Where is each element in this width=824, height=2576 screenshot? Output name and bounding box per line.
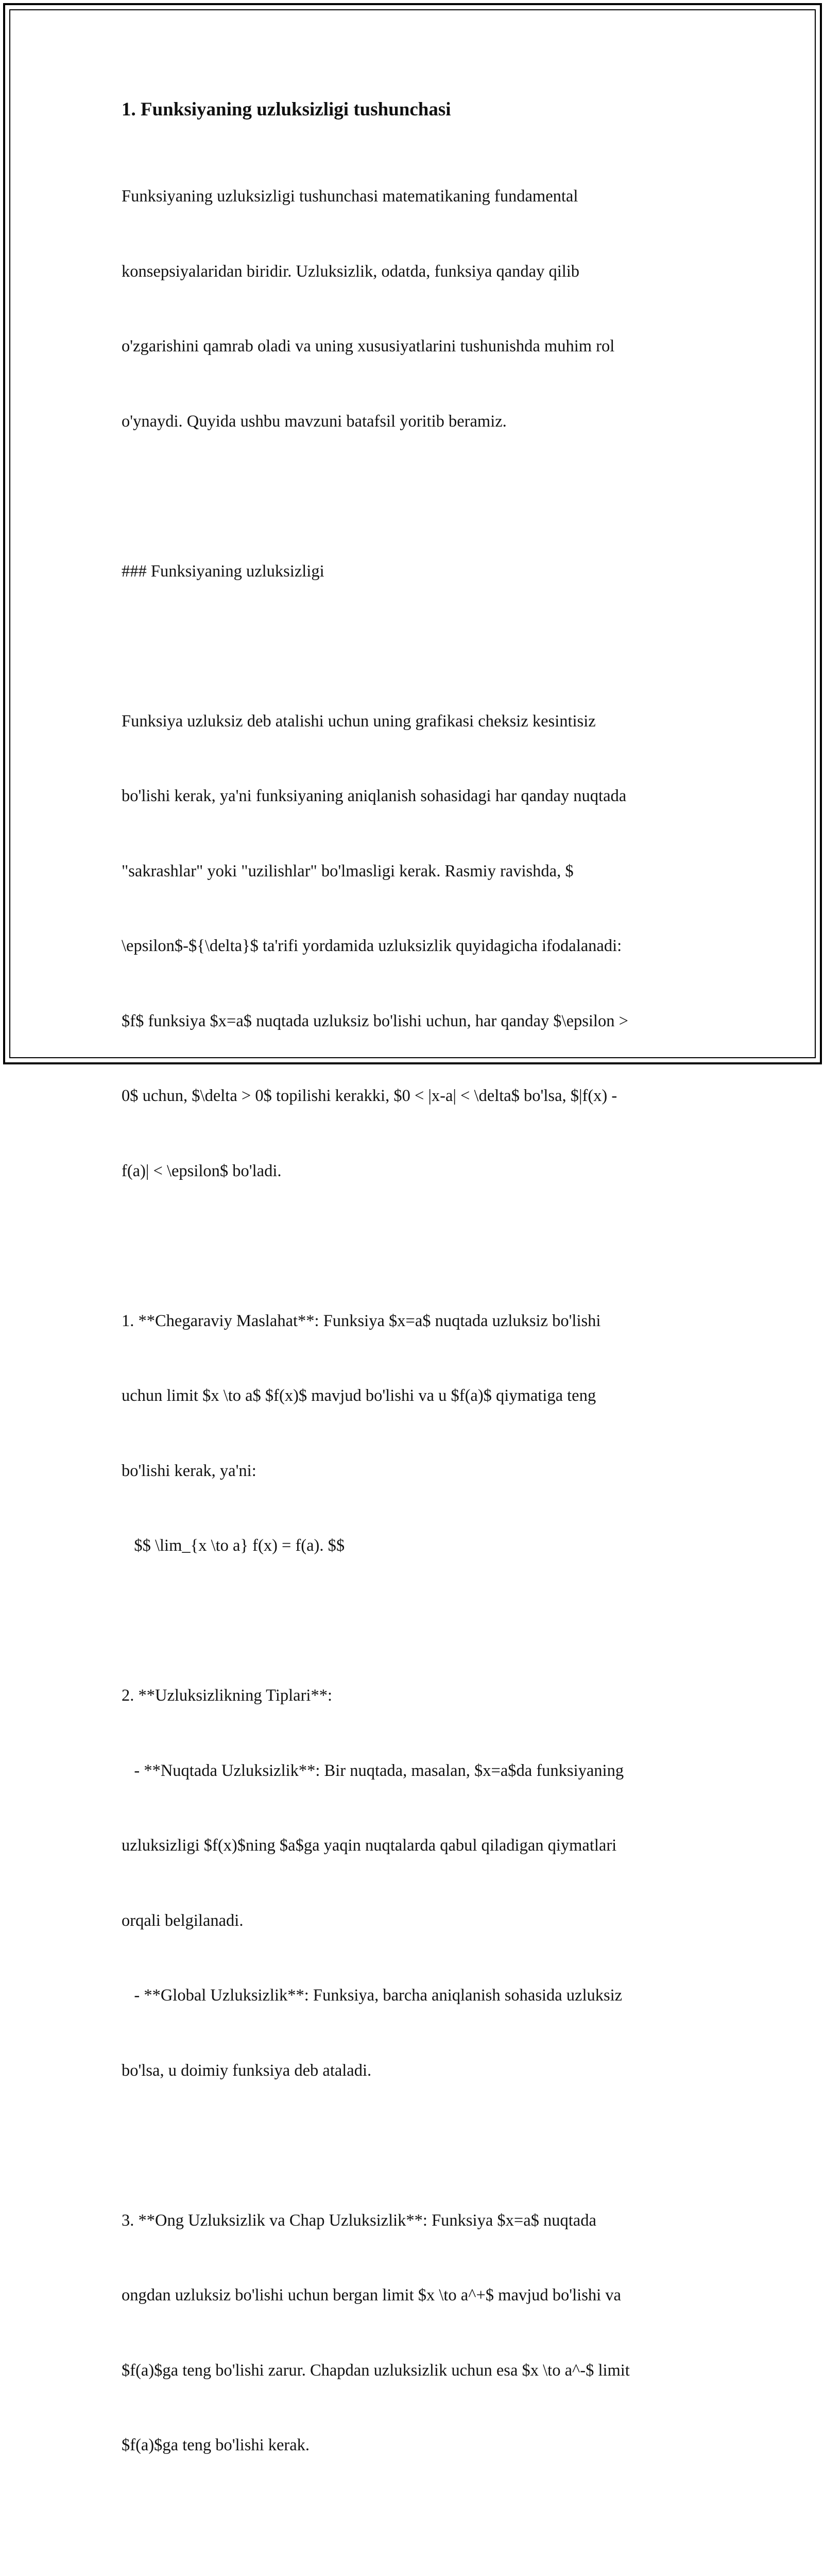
text-line: - **Nuqtada Uzluksizlik**: Bir nuqtada, masalan, $x=a$da funksiyaning [122, 1761, 624, 1780]
text-line: f(a)| < \epsilon$ bo'ladi. [122, 1161, 282, 1180]
text-line: konsepsiyalaridan biridir. Uzluksizlik, odatda, funksiya qanday qilib [122, 262, 580, 281]
list-item-1 [122, 1259, 703, 1608]
text-line: "sakrashlar" yoki "uzilishlar" bo'lmasligi kerak. Rasmiy ravishda, $ [122, 861, 574, 880]
text-line: - **Global Uzluksizlik**: Funksiya, barcha aniqlanish sohasida uzluksiz [122, 1986, 623, 2005]
paragraph-intro [122, 134, 703, 484]
section-heading-uzluksizligi [122, 509, 703, 634]
text-line: 0$ uchun, $\delta > 0$ topilishi kerakki, $0 < |x-a| < \delta$ bo'lsa, $|f(x) - [122, 1087, 617, 1105]
formula-line: $$ \lim_{x \to a} f(x) = f(a). $$ [122, 1536, 345, 1555]
text-line: $f(a)$ga teng bo'lishi kerak. [122, 2436, 310, 2454]
text-line: uchun limit $x \to a$ $f(x)$ mavjud bo'lishi va u $f(a)$ qiymatiga teng [122, 1386, 596, 1405]
text-line: $f$ funksiya $x=a$ nuqtada uzluksiz bo'lishi uchun, har qanday $\epsilon > [122, 1011, 628, 1030]
text-line: orqali belgilanadi. [122, 1911, 244, 1930]
text-line: bo'lishi kerak, ya'ni: [122, 1461, 256, 1480]
document-content [122, 97, 703, 2576]
text-line: Funksiya uzluksiz deb atalishi uchun uning grafikasi cheksiz kesintisiz [122, 711, 596, 731]
text-line: \epsilon$-${\delta}$ ta'rifi yordamida uzluksizlik quyidagicha ifodalanadi: [122, 937, 622, 955]
text-line: bo'lishi kerak, ya'ni funksiyaning aniqlanish sohasidagi har qanday nuqtada [122, 787, 627, 805]
document-title: 1. Funksiyaning uzluksizligi tushunchasi [122, 99, 451, 120]
text-line: 1. **Chegaraviy Maslahat**: Funksiya $x=a$ nuqtada uzluksiz bo'lishi [122, 1311, 601, 1330]
text-line: o'ynaydi. Quyida ushbu mavzuni batafsil yoritib beramiz. [122, 412, 507, 431]
section-heading-misollar [122, 2533, 703, 2576]
text-line: bo'lsa, u doimiy funksiya deb ataladi. [122, 2061, 372, 2080]
text-line: Funksiyaning uzluksizligi tushunchasi matematikaning fundamental [122, 187, 578, 206]
list-item-2 [122, 1633, 703, 2133]
text-line: ### Funksiyaning uzluksizligi [122, 562, 324, 581]
text-line: 2. **Uzluksizlikning Tiplari**: [122, 1686, 332, 1705]
text-line: ongdan uzluksiz bo'lishi uchun bergan limit $x \to a^+$ mavjud bo'lishi va [122, 2286, 621, 2304]
text-line: uzluksizligi $f(x)$ning $a$ga yaqin nuqtalarda qabul qiladigan qiymatlari [122, 1836, 617, 1855]
text-line: 3. **Ong Uzluksizlik va Chap Uzluksizlik**: Funksiya $x=a$ nuqtada [122, 2211, 596, 2230]
text-line: o'zgarishini qamrab oladi va uning xususiyatlarini tushunishda muhim rol [122, 337, 615, 355]
text-line: $f(a)$ga teng bo'lishi zarur. Chapdan uzluksizlik uchun esa $x \to a^-$ limit [122, 2361, 630, 2380]
paragraph-definition [122, 659, 703, 1234]
list-item-3 [122, 2158, 703, 2508]
